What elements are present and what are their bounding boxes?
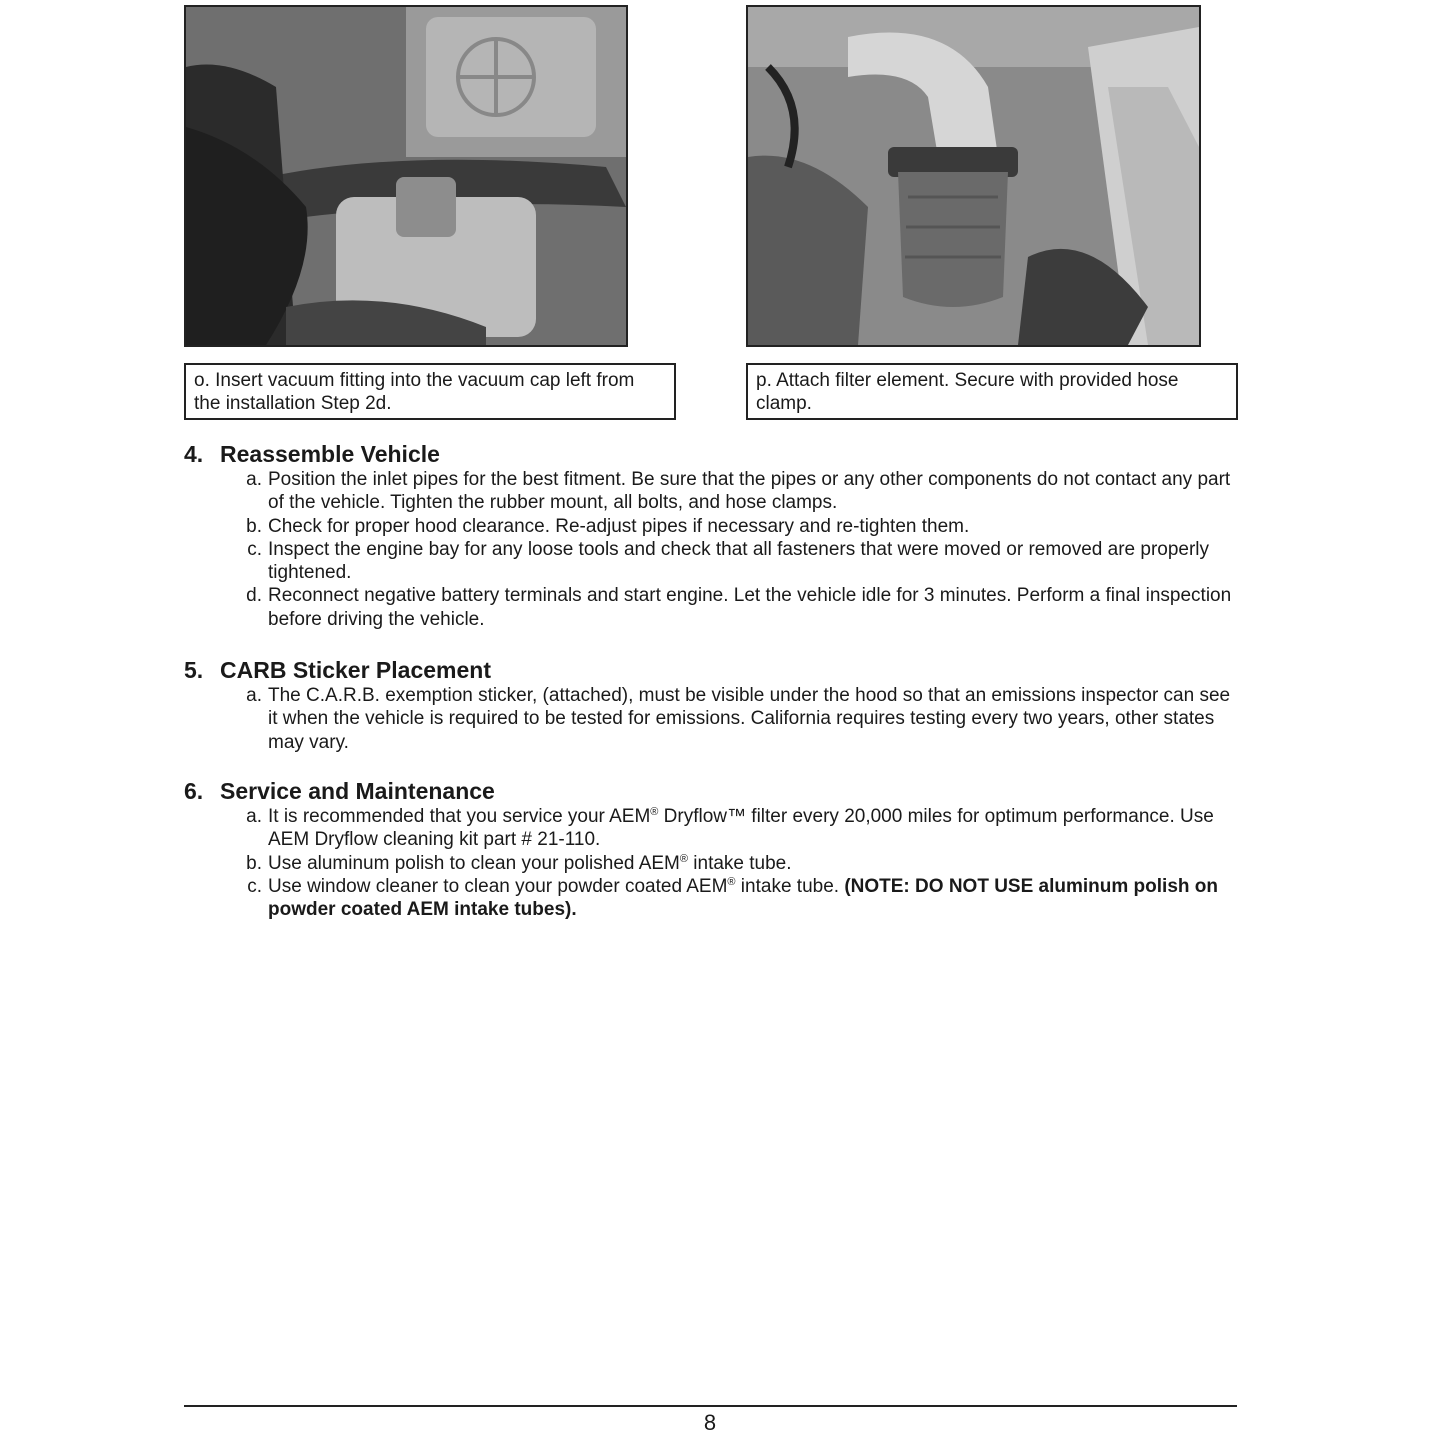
caption-step-o [184,363,676,420]
list-item [184,538,1244,585]
section-title: Reassemble Vehicle [220,441,440,467]
item-letter: a. [246,685,262,706]
section-number: 6. [184,778,204,804]
item-text-post: intake tube. [735,875,845,897]
caption-p-line1: p. Attach filter element. Secure with provided hose [756,370,1179,391]
list-item [184,468,1244,515]
list-item [184,805,1244,852]
registered-mark: ® [727,875,736,888]
item-letter: c. [247,875,262,897]
item-text: Reconnect negative battery terminals and start engine. Let the vehicle idle for 3 minutes. Perform a final inspection before driving the vehicle. [268,585,1232,630]
item-letter: b. [246,852,262,874]
caption-o-line2: the installation Step 2d. [194,393,392,414]
filter-element-photo [746,5,1201,347]
page-number: 8 [703,1410,717,1435]
list-item [184,875,1244,922]
registered-mark: ® [650,806,659,818]
item-text-pre: Use aluminum polish to clean your polished AEM [268,852,680,874]
item-text [268,852,1244,875]
section-carb-sticker-placement [184,656,1244,754]
footer-divider [184,1405,1237,1407]
section-title: Service and Maintenance [220,778,495,804]
item-letter: c. [247,538,262,560]
item-text-pre: Use window cleaner to clean your powder coated AEM [268,875,728,897]
list-item [184,852,1244,875]
item-text: Check for proper hood clearance. Re-adjust pipes if necessary and re-tighten them. [268,515,970,537]
item-text: Inspect the engine bay for any loose tools and check that all fasteners that were moved or removed are properly tightened. [268,538,1210,584]
item-letter: d. [246,585,262,607]
section-heading [184,440,1244,468]
registered-mark: ® [679,852,688,865]
note-warning: (NOTE: DO NOT USE aluminum polish on powder coated AEM intake tubes). [268,875,1218,921]
item-letter: a. [246,469,262,490]
item-text: The C.A.R.B. exemption sticker, (attached), must be visible under the hood so that an emissions inspector can see it when the vehicle is required to be tested for emissions. California requires testing every two years, other states may vary. [268,685,1231,753]
section-number: 5. [184,657,204,683]
item-text: Position the inlet pipes for the best fitment. Be sure that the pipes or any other components do not contact any part of the vehicle. Tighten the rubber mount, all bolts, and hose clamps. [268,469,1231,514]
item-text [268,805,1244,852]
caption-step-p [746,363,1238,420]
list-item [184,684,1244,754]
item-text-post: intake tube. [688,852,792,874]
item-letter: b. [246,515,262,537]
section-number: 4. [184,441,204,467]
caption-p-line2: clamp. [756,393,812,414]
vacuum-fitting-photo [184,5,628,347]
list-item [184,515,1244,538]
section-title: CARB Sticker Placement [220,657,491,683]
filter-element-illustration [748,7,1199,345]
item-letter: a. [246,806,262,827]
vacuum-fitting-illustration [186,7,626,345]
section-reassemble-vehicle [184,440,1244,631]
section-heading [184,777,1244,805]
item-text-post: Dryflow™ filter every 20,000 miles for optimum performance. Use AEM Dryflow cleaning kit part # 21-110. [268,806,1214,851]
list-item [184,584,1244,631]
item-text-pre: It is recommended that you service your AEM [268,806,651,827]
section-service-and-maintenance [184,777,1244,921]
item-text [268,875,1244,922]
caption-o-line1: o. Insert vacuum fitting into the vacuum cap left from [194,370,635,391]
section-heading [184,656,1244,684]
